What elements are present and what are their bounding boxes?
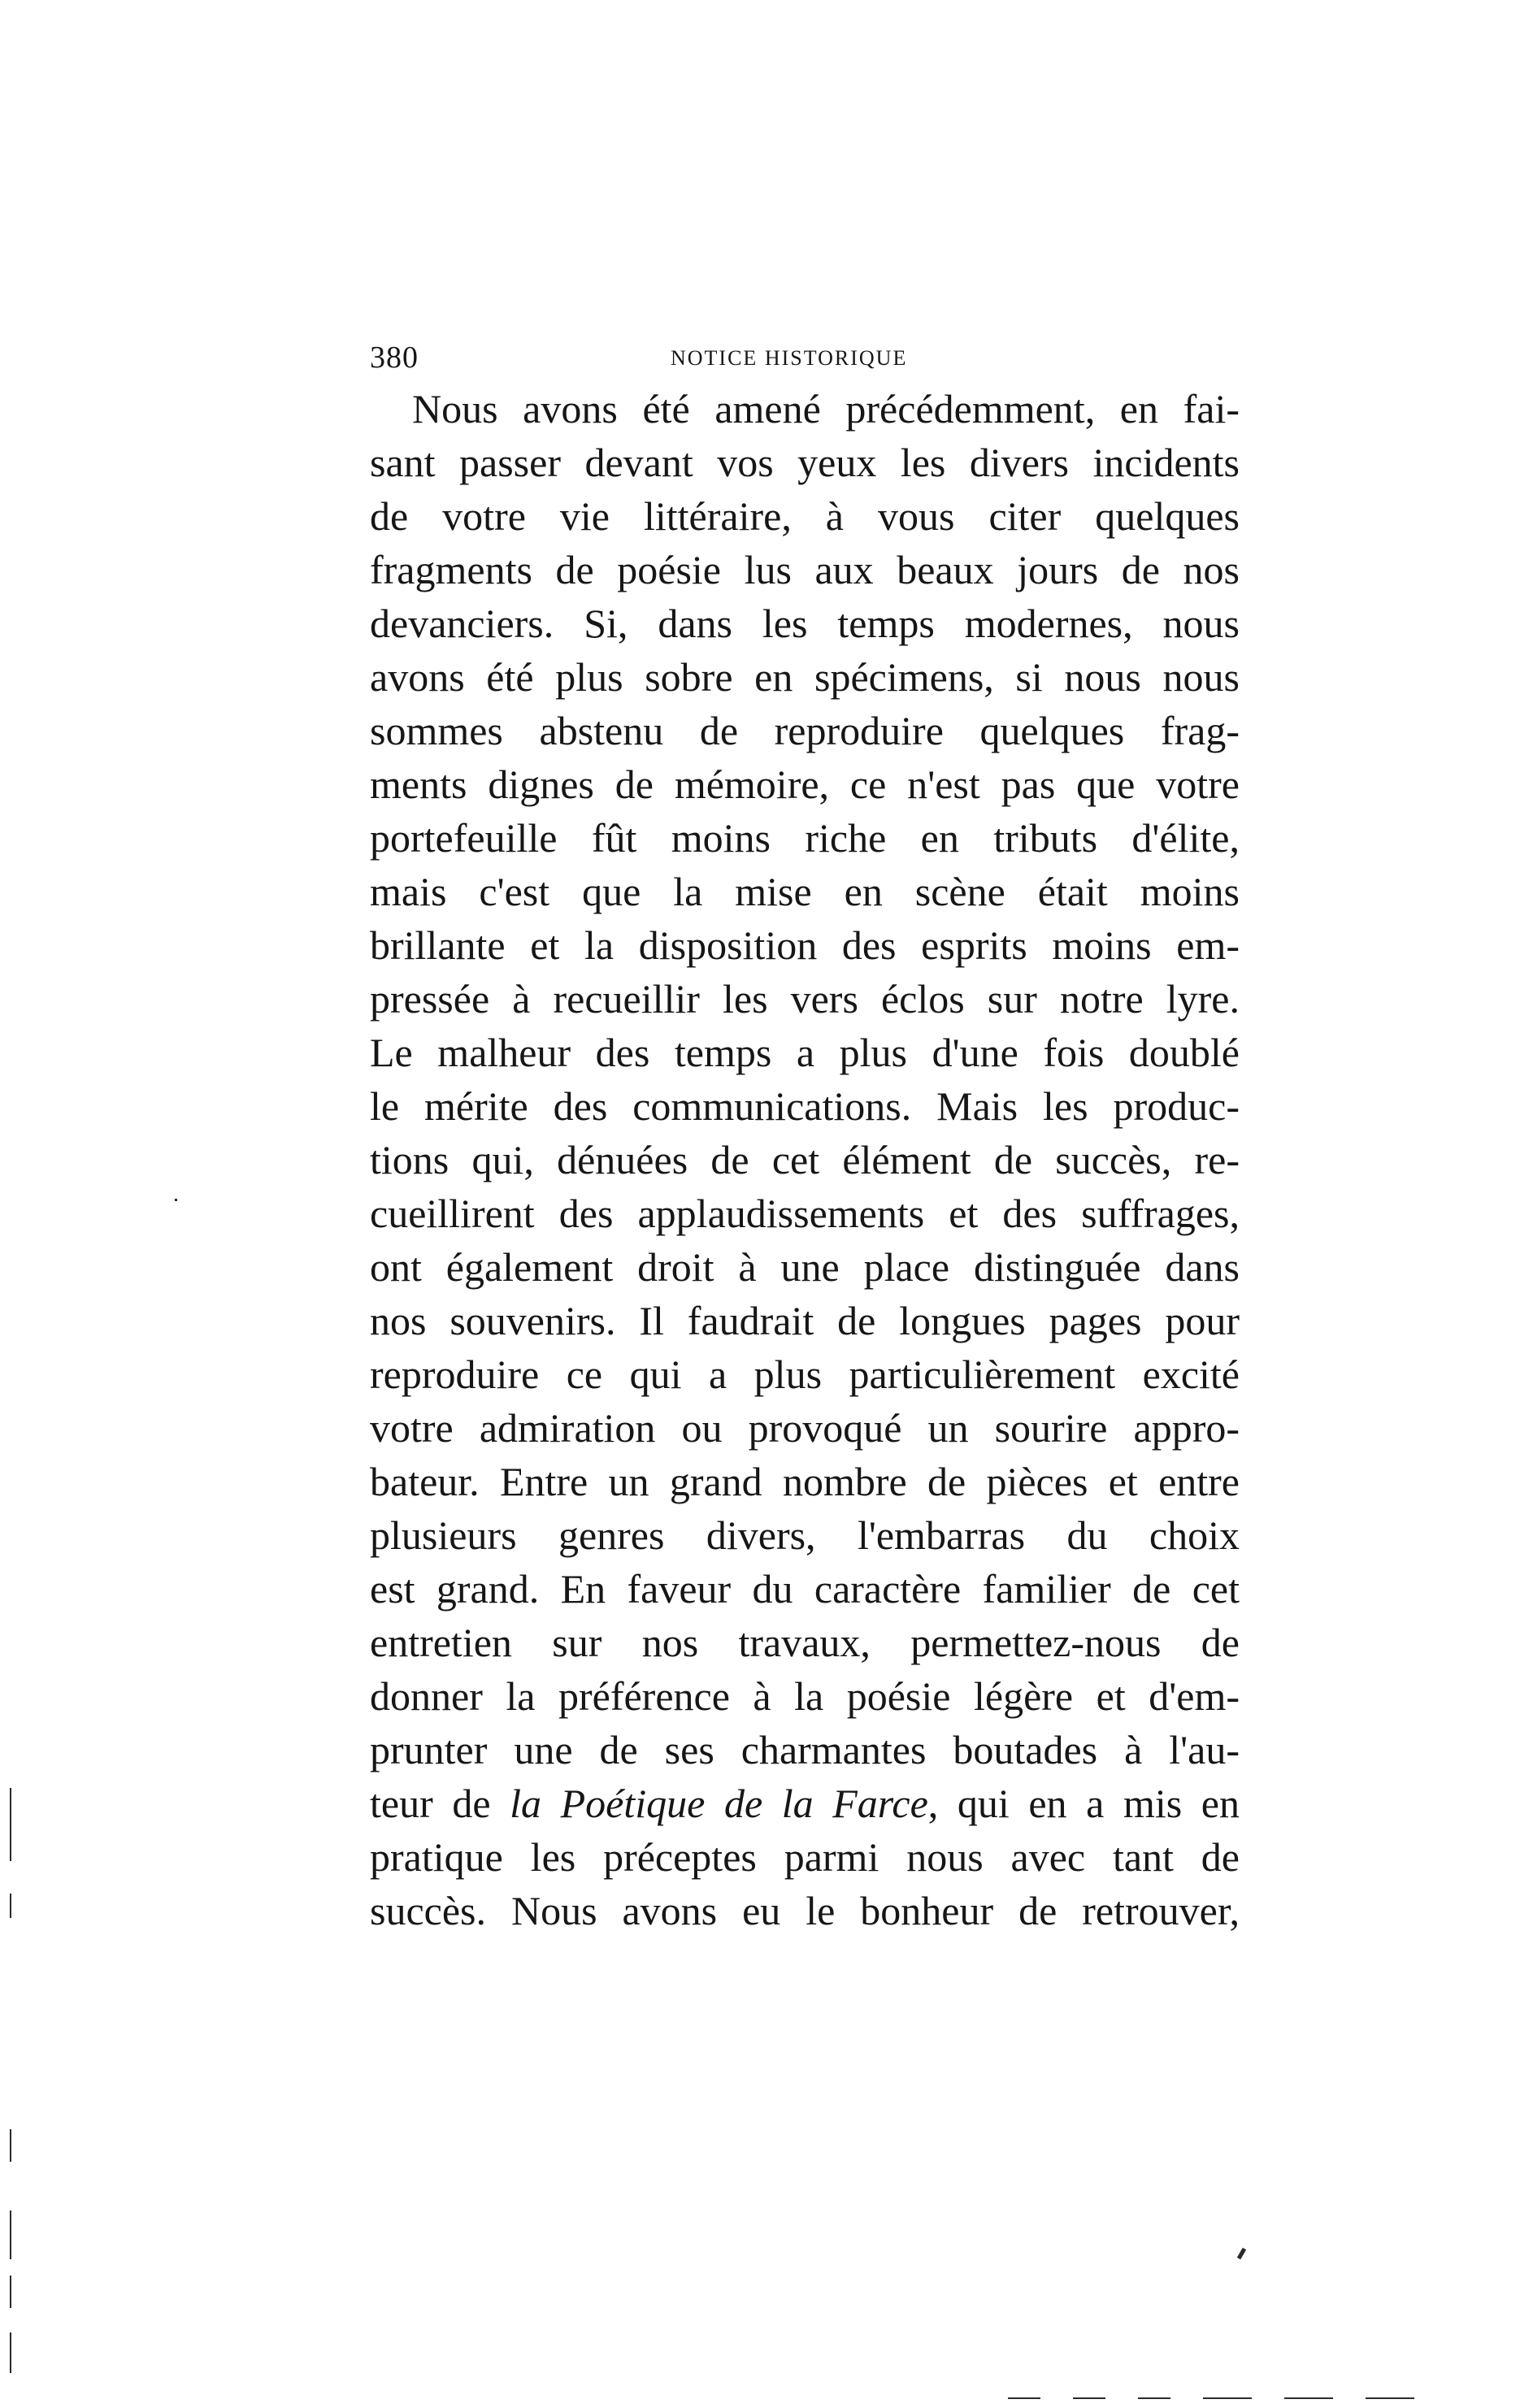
text-line: de votre vie littéraire, à vous citer quelques xyxy=(370,493,1240,539)
text-line: avons été plus sobre en spécimens, si nous nous xyxy=(370,654,1240,700)
scan-speck xyxy=(1237,2248,1246,2260)
scan-speck xyxy=(1073,2397,1105,2399)
text-line: Nous avons été amené précédemment, en fai- xyxy=(412,386,1240,432)
text-line: nos souvenirs. Il faudrait de longues pages pour xyxy=(370,1298,1240,1343)
scan-speck xyxy=(175,1199,177,1201)
text-line: donner la préférence à la poésie légère et d'em- xyxy=(370,1673,1240,1719)
running-title: NOTICE HISTORIQUE xyxy=(671,346,908,370)
text-line: tions qui, dénuées de cet élément de succès, re- xyxy=(370,1137,1240,1182)
line-prefix: teur de xyxy=(370,1781,510,1826)
scan-speck xyxy=(10,1788,11,1861)
text-line: sommes abstenu de reproduire quelques frag- xyxy=(370,708,1240,753)
scan-speck xyxy=(10,2129,11,2162)
text-line: reproduire ce qui a plus particulièrement excité xyxy=(370,1352,1240,1397)
text-line: ments dignes de mémoire, ce n'est pas que votre xyxy=(370,761,1240,807)
text-line: brillante et la disposition des esprits moins em- xyxy=(370,922,1240,968)
line-suffix: , qui en a mis en xyxy=(927,1781,1240,1826)
text-line: le mérite des communications. Mais les produc- xyxy=(370,1083,1240,1129)
text-line: devanciers. Si, dans les temps modernes, nous xyxy=(370,601,1240,646)
text-line: prunter une de ses charmantes boutades à l'au- xyxy=(370,1727,1240,1772)
scan-speck xyxy=(10,2276,11,2308)
text-line: pressée à recueillir les vers éclos sur notre lyre. xyxy=(370,976,1240,1022)
scan-speck xyxy=(10,1894,11,1918)
scan-speck xyxy=(1008,2397,1040,2399)
text-line-with-title xyxy=(370,1777,1240,1830)
text-line: entretien sur nos travaux, permettez-nous de xyxy=(370,1620,1240,1665)
text-line: fragments de poésie lus aux beaux jours de nos xyxy=(370,547,1240,592)
running-head xyxy=(370,337,1240,378)
text-line: cueillirent des applaudissements et des suffrages, xyxy=(370,1191,1240,1236)
text-line: mais c'est que la mise en scène était moins xyxy=(370,869,1240,914)
scan-speck xyxy=(10,2332,11,2373)
text-line: bateur. Entre un grand nombre de pièces et entre xyxy=(370,1459,1240,1504)
text-line: succès. Nous avons eu le bonheur de retrouver, xyxy=(370,1888,1240,1933)
text-line: est grand. En faveur du caractère familier de cet xyxy=(370,1566,1240,1612)
text-line: votre admiration ou provoqué un sourire appro- xyxy=(370,1405,1240,1451)
text-line: Le malheur des temps a plus d'une fois doublé xyxy=(370,1030,1240,1075)
scan-speck xyxy=(1284,2397,1333,2399)
text-line: portefeuille fût moins riche en tributs d'élite, xyxy=(370,815,1240,861)
work-title: la Poétique de la Farce xyxy=(510,1781,928,1826)
text-line: sant passer devant vos yeux les divers incidents xyxy=(370,440,1240,485)
scan-speck xyxy=(1203,2397,1252,2399)
page-number: 380 xyxy=(370,341,419,375)
text-line: plusieurs genres divers, l'embarras du choix xyxy=(370,1512,1240,1558)
scan-speck xyxy=(1138,2397,1170,2399)
text-line: pratique les préceptes parmi nous avec tant de xyxy=(370,1834,1240,1880)
scan-speck xyxy=(10,2211,11,2259)
text-line: ont également droit à une place distinguée dans xyxy=(370,1244,1240,1290)
body-text xyxy=(370,382,1240,1937)
scan-speck xyxy=(1366,2397,1414,2399)
